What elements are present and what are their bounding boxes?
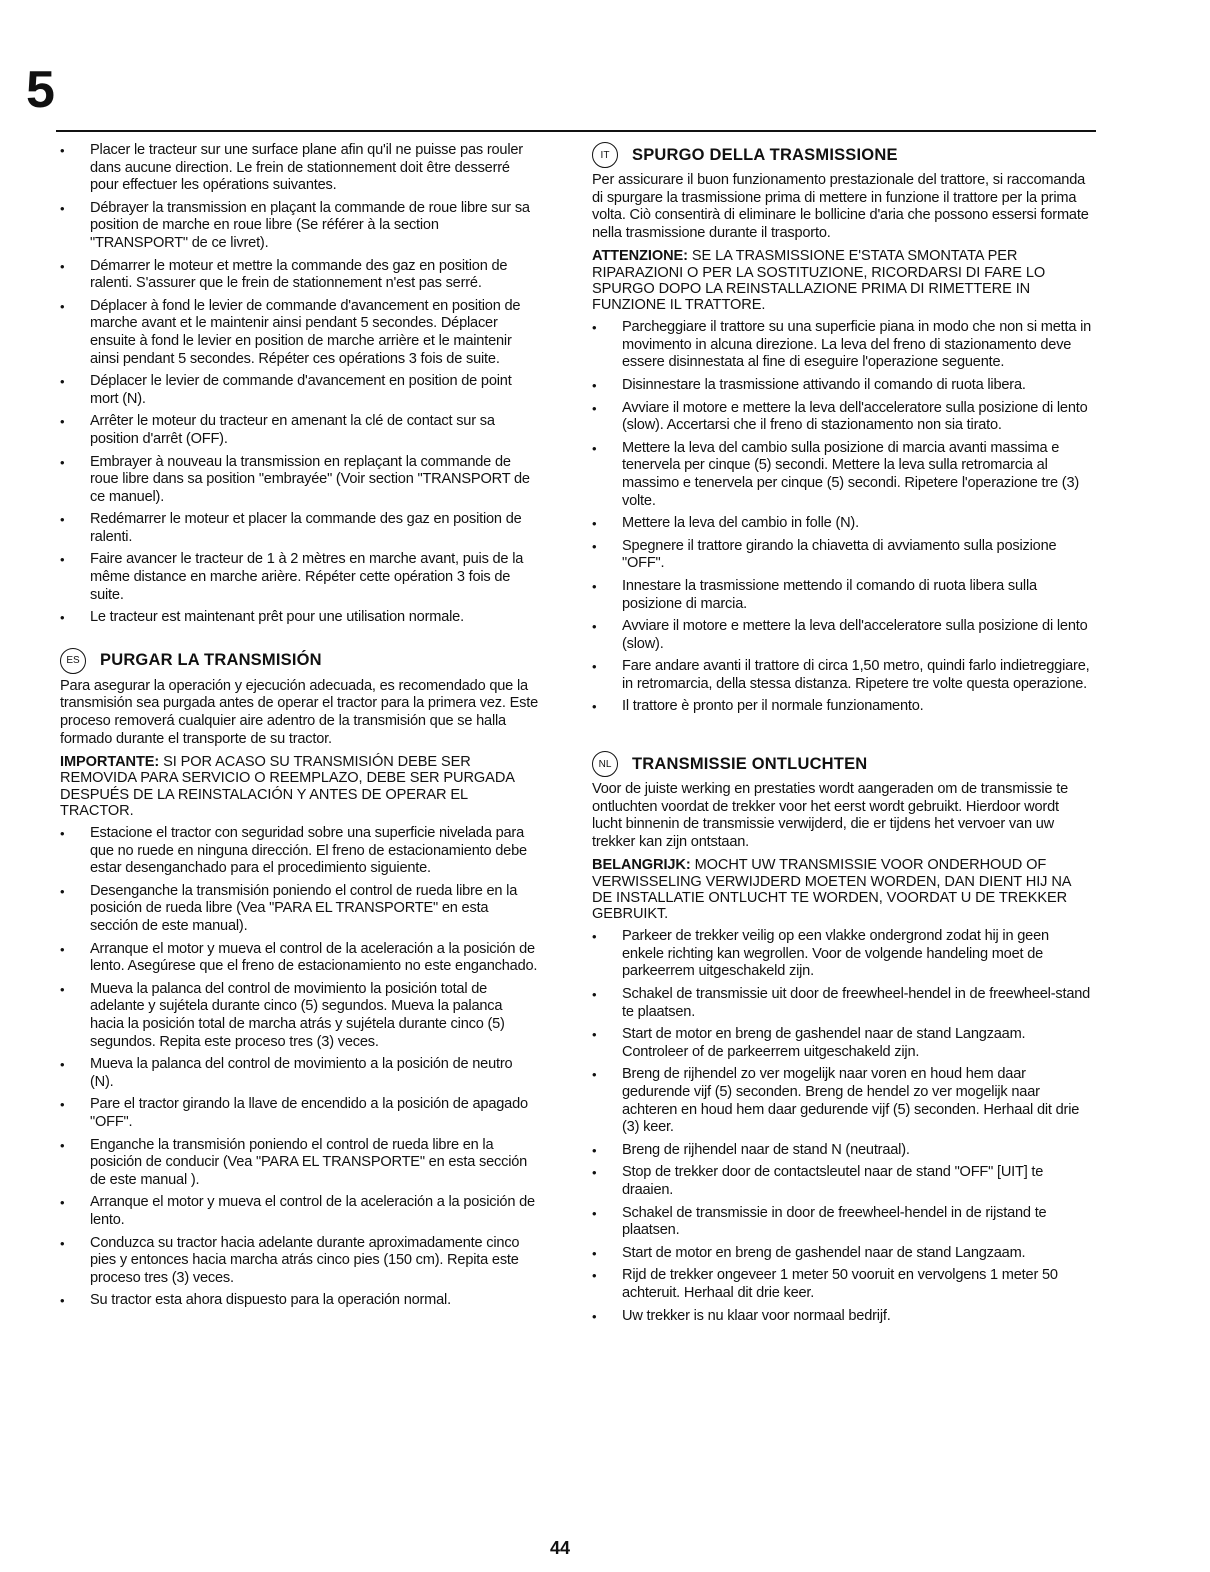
es-step: • Estacione el tractor con seguridad sobre una superficie nivelada para que no ruede en ninguna dirección. El freno de estacionamiento debe estar desenganchado para el procedimiento siguiente.: [60, 825, 538, 878]
es-language-badge-icon: ES: [60, 648, 86, 674]
nl-step: • Parkeer de trekker veilig op een vlakke ondergrond zodat hij in geen enkele richting kan wegrollen. Voor de volgende handeling moet de parkeerrem uitgeschakeld zijn.: [592, 928, 1092, 981]
fr-step: • Redémarrer le moteur et placer la commande des gaz en position de ralenti.: [60, 511, 538, 546]
es-intro: Para asegurar la operación y ejecución adecuada, es recomendado que la transmisión sea purgada antes de operar el tractor para la primera vez. Este proceso removerá cualquier aire adentro de la transmisión que se halla formado durante el transporte de su tractor.: [60, 677, 538, 747]
es-warning-text: SI POR ACASO SU TRANSMISIÓN DEBE SER REMOVIDA PARA SERVICIO O REEMPLAZO, DEBE SER PURGADA DESPUÉS DE LA REINSTALACIÓN Y ANTES DE OPERAR EL TRACTOR.: [60, 754, 515, 819]
it-language-badge-icon: IT: [592, 142, 618, 168]
it-warning: [592, 248, 1092, 313]
fr-step: • Arrêter le moteur du tracteur en amenant la clé de contact sur sa position d'arrêt (OFF).: [60, 413, 538, 448]
es-steps: [60, 825, 538, 1310]
es-step: • Conduzca su tractor hacia adelante durante aproximadamente cinco pies y entonces hacia marcha atrás cinco pies (150 cm). Repita este proceso tres (3) veces.: [60, 1235, 538, 1288]
es-heading: [60, 648, 538, 674]
fr-step: • Le tracteur est maintenant prêt pour une utilisation normale.: [60, 609, 538, 627]
section-number: 5: [26, 61, 55, 119]
fr-step: • Démarrer le moteur et mettre la commande des gaz en position de ralenti. S'assurer que le frein de stationnement n'est pas serré.: [60, 258, 538, 293]
fr-step: • Déplacer à fond le levier de commande d'avancement en position de marche avant et le maintenir ainsi pendant 5 secondes. Déplacer ensuite à fond le levier en position de marche arrière et le maintenir ainsi pendant 5 secondes. Répéter ces opérations 3 fois de suite.: [60, 298, 538, 368]
header-rule: [56, 130, 1096, 132]
left-column: [60, 142, 538, 1315]
nl-step: • Uw trekker is nu klaar voor normaal bedrijf.: [592, 1308, 1092, 1326]
es-warning-label: IMPORTANTE:: [60, 754, 160, 771]
nl-heading: [592, 751, 1092, 777]
es-step: • Arranque el motor y mueva el control de la aceleración a la posición de lento.: [60, 1194, 538, 1229]
fr-step: • Embrayer à nouveau la transmission en replaçant la commande de roue libre dans sa position "embrayée" (Voir section "TRANSPORT de ce manuel).: [60, 454, 538, 507]
it-step: • Fare andare avanti il trattore di circa 1,50 metro, quindi farlo indietreggiare, in retromarcia, della stessa distanza. Ripetere tre volte questa operazione.: [592, 658, 1092, 693]
it-step: • Mettere la leva del cambio sulla posizione di marcia avanti massima e tenervela per cinque (5) secondi. Mettere la leva sulla retromarcia al massimo e tenervela per cinque (5) secondi. Ripetere l'operazione tre (3) volte.: [592, 440, 1092, 510]
es-step: • Su tractor esta ahora dispuesto para la operación normal.: [60, 1292, 538, 1310]
es-warning: [60, 754, 538, 819]
nl-title: TRANSMISSIE ONTLUCHTEN: [632, 754, 868, 773]
fr-step: • Faire avancer le tracteur de 1 à 2 mètres en marche avant, puis de la même distance en marche arière. Répéter cette opération 3 fois de suite.: [60, 551, 538, 604]
it-title: SPURGO DELLA TRASMISSIONE: [632, 145, 898, 164]
nl-warning: [592, 857, 1092, 922]
right-column: [592, 142, 1092, 1330]
nl-step: • Start de motor en breng de gashendel naar de stand Langzaam.: [592, 1245, 1092, 1263]
fr-steps: [60, 142, 538, 627]
es-step: • Arranque el motor y mueva el control de la aceleración a la posición de lento. Asegúrese que el freno de estacionamiento no este enganchado.: [60, 941, 538, 976]
it-step: • Il trattore è pronto per il normale funzionamento.: [592, 698, 1092, 716]
it-step: • Innestare la trasmissione mettendo il comando di ruota libera sulla posizione di marcia.: [592, 578, 1092, 613]
nl-warning-text: MOCHT UW TRANSMISSIE VOOR ONDERHOUD OF VERWISSELING VERWIJDERD MOETEN WORDEN, DAN DIENT HIJ NA DE INSTALLATIE ONTLUCHT TE WORDEN, VOORDAT U DE TREKKER GEBRUIKT.: [592, 857, 1071, 923]
nl-step: • Stop de trekker door de contactsleutel naar de stand "OFF" [UIT] te draaien.: [592, 1164, 1092, 1199]
it-warning-label: ATTENZIONE:: [592, 248, 688, 265]
it-step: • Avviare il motore e mettere la leva dell'acceleratore sulla posizione di lento (slow). Accertarsi che il freno di stazionamento non sia tirato.: [592, 400, 1092, 435]
fr-step: • Débrayer la transmission en plaçant la commande de roue libre sur sa position de marche en roue libre (Se référer à la section "TRANSPORT" de ce livret).: [60, 200, 538, 253]
es-step: • Mueva la palanca del control de movimiento a la posición de neutro (N).: [60, 1056, 538, 1091]
it-warning-text: SE LA TRASMISSIONE E'STATA SMONTATA PER RIPARAZIONI O PER LA SOSTITUZIONE, RICORDARSI DI FARE LO SPURGO DOPO LA REINSTALLAZIONE PRIMA DI RIMETTERE IN FUNZIONE IL TRATTORE.: [592, 248, 1046, 313]
nl-language-badge-icon: NL: [592, 751, 618, 777]
page-number: 44: [550, 1538, 571, 1558]
nl-step: • Schakel de transmissie uit door de freewheel-hendel in de freewheel-stand te plaatsen.: [592, 986, 1092, 1021]
it-steps: [592, 319, 1092, 716]
it-step: • Mettere la leva del cambio in folle (N).: [592, 515, 1092, 533]
es-step: • Pare el tractor girando la llave de encendido a la posición de apagado "OFF".: [60, 1096, 538, 1131]
it-step: • Parcheggiare il trattore su una superficie piana in modo che non si metta in movimento in alcuna direzione. La leva del freno di stazionamento deve essere disinnestata al fine di eseguire l'operazione seguente.: [592, 319, 1092, 372]
es-title: PURGAR LA TRANSMISIÓN: [100, 651, 322, 670]
es-step: • Desenganche la transmisión poniendo el control de rueda libre en la posición de rueda libre (Vea "PARA EL TRANSPORTE" en esta sección de este manual).: [60, 883, 538, 936]
fr-step: • Déplacer le levier de commande d'avancement en position de point mort (N).: [60, 373, 538, 408]
nl-steps: [592, 928, 1092, 1325]
it-step: • Disinnestare la trasmissione attivando il comando di ruota libera.: [592, 377, 1092, 395]
it-step: • Avviare il motore e mettere la leva dell'acceleratore sulla posizione di lento (slow).: [592, 618, 1092, 653]
it-heading: [592, 142, 1092, 168]
fr-step: • Placer le tracteur sur une surface plane afin qu'il ne puisse pas rouler dans aucune direction. Le frein de stationnement doit être desserré pour effectuer les opérations suivantes.: [60, 142, 538, 195]
nl-step: • Schakel de transmissie in door de freewheel-hendel in de rijstand te plaatsen.: [592, 1205, 1092, 1240]
nl-step: • Breng de rijhendel naar de stand N (neutraal).: [592, 1142, 1092, 1160]
nl-warning-label: BELANGRIJK:: [592, 857, 691, 874]
nl-intro: Voor de juiste werking en prestaties wordt aangeraden om de transmissie te ontluchten voordat de trekker voor het eerst wordt gebruikt. Hierdoor wordt lucht binnenin de transmissie verwijderd, die er tijdens het vervoer van uw trekker kan zijn ontstaan.: [592, 781, 1068, 850]
nl-step: • Rijd de trekker ongeveer 1 meter 50 vooruit en vervolgens 1 meter 50 achteruit. Herhaal dit drie keer.: [592, 1267, 1092, 1302]
nl-step: • Start de motor en breng de gashendel naar de stand Langzaam. Controleer of de parkeerrem uitgeschakeld zijn.: [592, 1026, 1092, 1061]
nl-step: • Breng de rijhendel zo ver mogelijk naar voren en houd hem daar gedurende vijf (5) seconden. Breng de hendel zo ver mogelijk naar achteren en houd hem daar gedurende vijf (5) seconden. Herhaal dit drie (3) keer.: [592, 1066, 1092, 1136]
es-step: • Enganche la transmisión poniendo el control de rueda libre en la posición de conducir (Vea "PARA EL TRANSPORTE" en esta sección de este manual ).: [60, 1137, 538, 1190]
it-intro: Per assicurare il buon funzionamento prestazionale del trattore, si raccomanda di spurgare la trasmissione prima di mettere in funzione il trattore per la prima volta. Ciò consentirà di eliminare le bollicine d'aria che possono essersi formate nella trasmissione durante il trasporto.: [592, 172, 1089, 241]
it-step: • Spegnere il trattore girando la chiavetta di avviamento sulla posizione "OFF".: [592, 538, 1092, 573]
es-step: • Mueva la palanca del control de movimiento la posición total de adelante y sujétela durante cinco (5) segundos. Mueva la palanca hacia la posición total de marcha atrás y sujétela durante cinco (5) segundos. Repita este proceso tres (3) veces.: [60, 981, 538, 1051]
